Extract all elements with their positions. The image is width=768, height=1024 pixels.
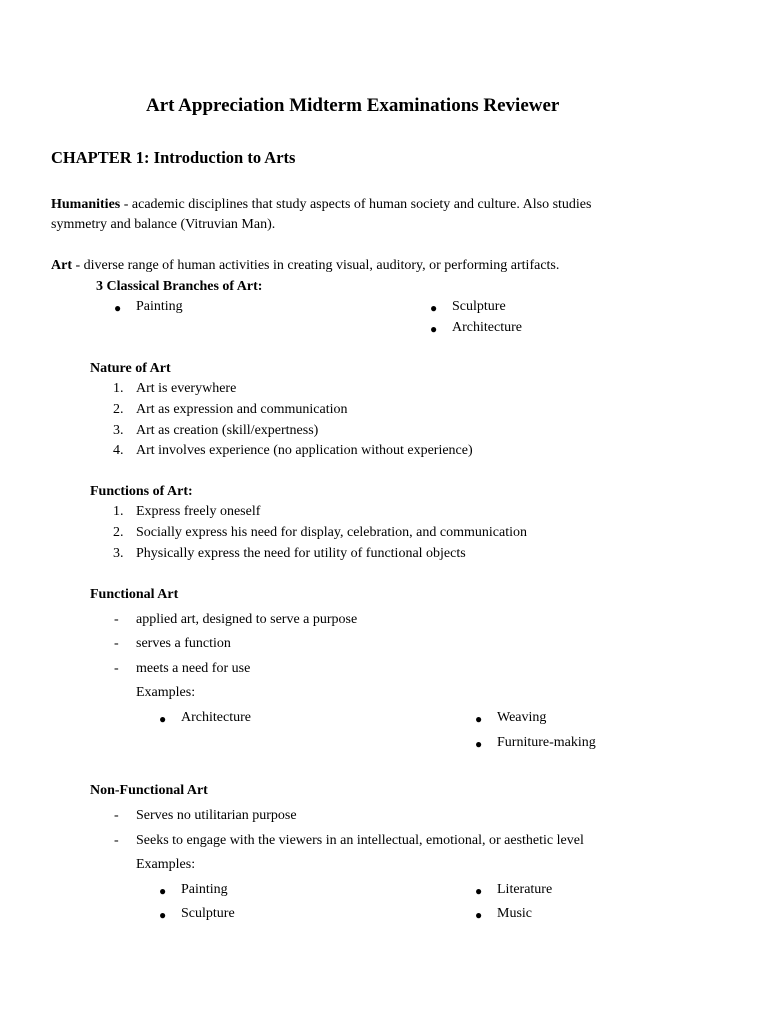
list-number: 2.: [113, 402, 124, 417]
art-term: Art: [51, 258, 72, 273]
non-functional-item: Seeks to engage with the viewers in an intellectual, emotional, or aesthetic level: [136, 833, 584, 848]
non-functional-example: Music: [497, 906, 532, 921]
nature-item: Art as creation (skill/expertness): [136, 423, 319, 438]
bullet-marker: ●: [475, 908, 483, 922]
non-functional-example: Painting: [181, 882, 228, 897]
functions-heading: Functions of Art:: [90, 484, 193, 499]
functional-heading: Functional Art: [90, 587, 179, 602]
bullet-marker: ●: [475, 884, 483, 898]
bullet-marker: ●: [475, 737, 483, 751]
document-title: Art Appreciation Midterm Examinations Reviewer: [146, 95, 560, 116]
functional-example: Weaving: [497, 710, 547, 725]
dash-marker: -: [114, 636, 119, 651]
functional-item: serves a function: [136, 636, 231, 651]
bullet-marker: ●: [159, 712, 167, 726]
branch-item: Painting: [136, 299, 183, 314]
non-functional-heading: Non-Functional Art: [90, 783, 208, 798]
dash-marker: -: [114, 833, 119, 848]
bullet-marker: ●: [430, 322, 438, 336]
bullet-marker: ●: [475, 712, 483, 726]
list-number: 3.: [113, 546, 124, 561]
non-functional-item: Serves no utilitarian purpose: [136, 808, 297, 823]
dash-marker: -: [114, 808, 119, 823]
list-number: 2.: [113, 525, 124, 540]
functions-item: Socially express his need for display, celebration, and communication: [136, 525, 527, 540]
branch-item: Architecture: [452, 320, 522, 335]
humanities-definition-continued: symmetry and balance (Vitruvian Man).: [51, 217, 276, 232]
dash-marker: -: [114, 661, 119, 676]
nature-item: Art involves experience (no application without experience): [136, 443, 473, 458]
humanities-definition: [51, 198, 591, 212]
bullet-marker: ●: [114, 301, 122, 315]
functional-item: meets a need for use: [136, 661, 251, 676]
list-number: 1.: [113, 381, 124, 396]
dash-marker: -: [114, 612, 119, 627]
branches-heading: 3 Classical Branches of Art:: [96, 279, 263, 294]
list-number: 4.: [113, 443, 124, 458]
functions-item: Physically express the need for utility of functional objects: [136, 546, 466, 561]
humanities-definition-text: - academic disciplines that study aspects of human society and culture. Also studies: [120, 197, 592, 212]
branch-item: Sculpture: [452, 299, 506, 314]
humanities-term: Humanities: [51, 197, 121, 212]
nature-item: Art is everywhere: [136, 381, 237, 396]
examples-label: Examples:: [136, 685, 196, 700]
functional-example: Architecture: [181, 710, 251, 725]
bullet-marker: ●: [430, 301, 438, 315]
art-definition: [51, 259, 559, 273]
bullet-marker: ●: [159, 908, 167, 922]
non-functional-example: Literature: [497, 882, 553, 897]
examples-label: Examples:: [136, 857, 196, 872]
art-definition-text: - diverse range of human activities in creating visual, auditory, or performing artifacts.: [72, 258, 560, 273]
functions-item: Express freely oneself: [136, 504, 261, 519]
nature-item: Art as expression and communication: [136, 402, 348, 417]
functional-item: applied art, designed to serve a purpose: [136, 612, 358, 627]
nature-heading: Nature of Art: [90, 361, 171, 376]
list-number: 1.: [113, 504, 124, 519]
bullet-marker: ●: [159, 884, 167, 898]
functional-example: Furniture-making: [497, 735, 596, 750]
list-number: 3.: [113, 423, 124, 438]
chapter-heading: CHAPTER 1: Introduction to Arts: [51, 148, 296, 167]
non-functional-example: Sculpture: [181, 906, 235, 921]
